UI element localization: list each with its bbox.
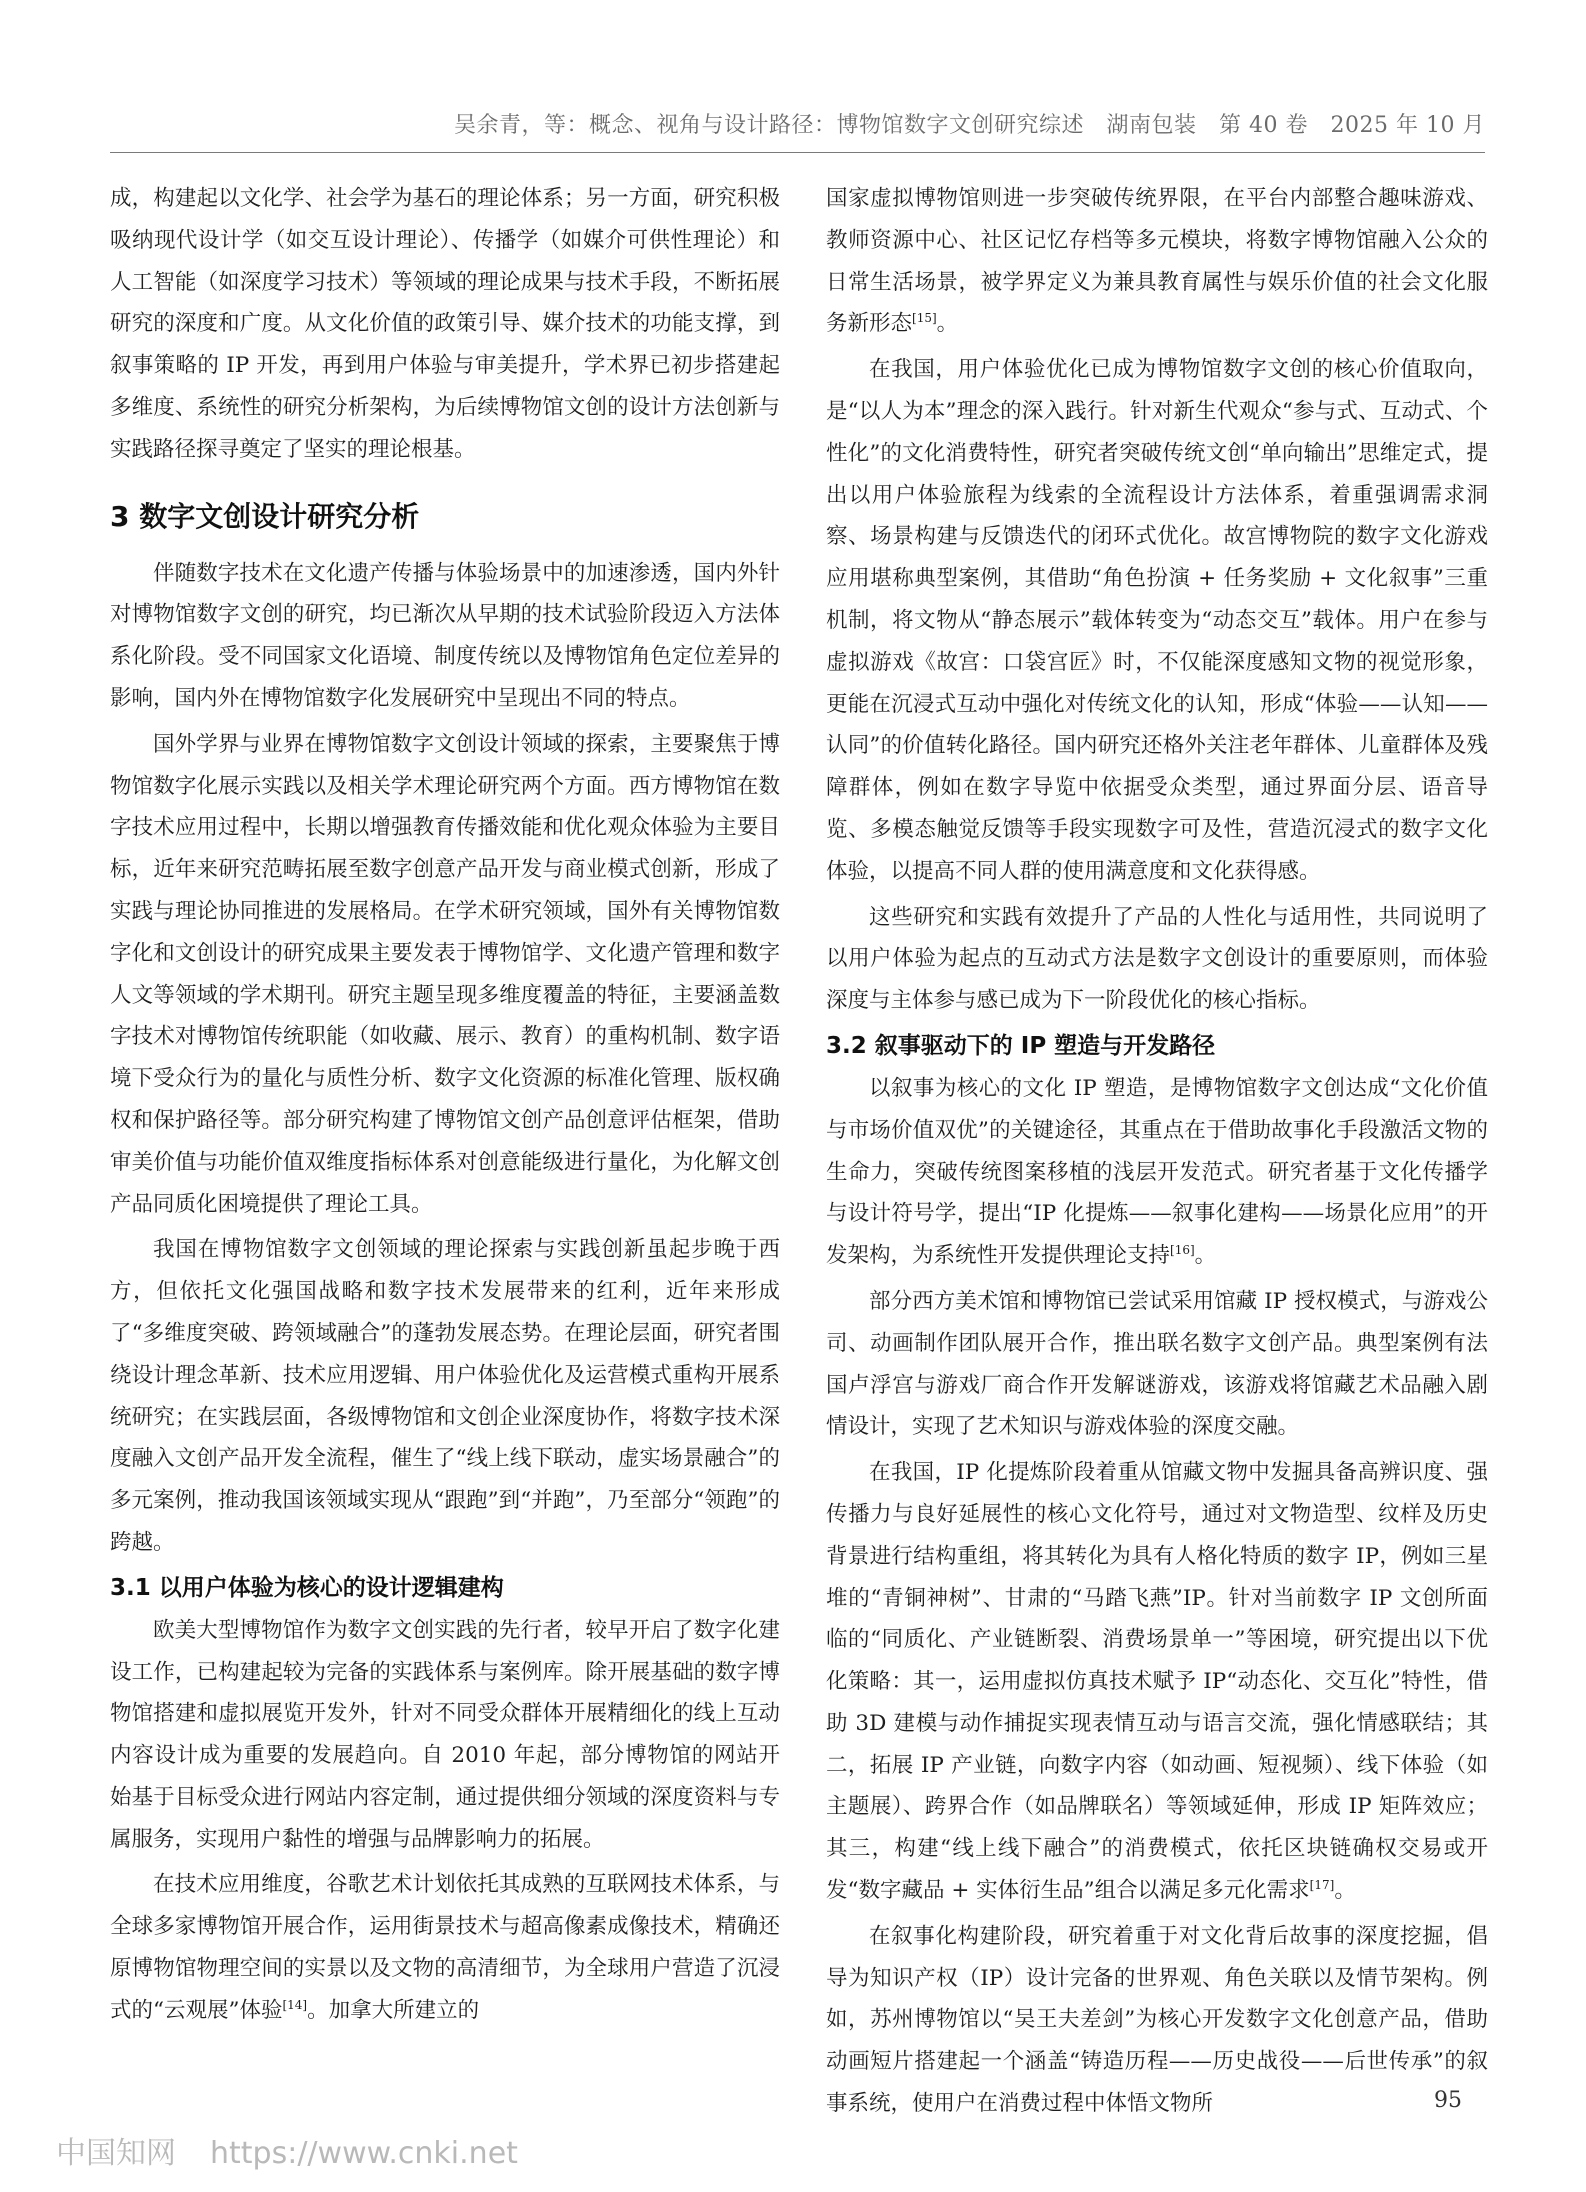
paragraph: 在叙事化构建阶段，研究着重于对文化背后故事的深度挖掘，倡导为知识产权（IP）设计完备的世界观、角色关联以及情节架构。例如，苏州博物馆以“吴王夫差剑”为核心开发数字文化创意产品，借助动画短片搭建起一个涵盖“铸造历程——历史战役——后世传承”的叙事系统，使用户在消费过程中体悟文物所 [826, 1923, 1488, 2117]
watermark [56, 2128, 518, 2172]
right-column [826, 178, 1488, 2129]
watermark-name: 中国知网 [56, 2136, 176, 2171]
subsection-heading: 3.1 以用户体验为核心的设计逻辑建构 [110, 1574, 504, 1601]
paragraph [826, 1068, 1488, 1277]
paragraph-text-tail: 。 [1194, 1243, 1217, 1269]
paragraph-text: 国家虚拟博物馆则进一步突破传统界限，在平台内部整合趣味游戏、教师资源中心、社区记忆存档等多元模块，将数字博物馆融入公众的日常生活场景，被学界定义为兼具教育属性与娱乐价值的社会文化服务新形态 [826, 186, 1488, 337]
citation-ref: [16] [1170, 1242, 1195, 1257]
paragraph: 我国在博物馆数字文创领域的理论探索与实践创新虽起步晚于西方，但依托文化强国战略和数字技术发展带来的红利，近年来形成了“多维度突破、跨领域融合”的蓬勃发展态势。在理论层面，研究者围绕设计理念革新、技术应用逻辑、用户体验优化及运营模式重构开展系统研究；在实践层面，各级博物馆和文创企业深度协作，将数字技术深度融入文创产品开发全流程，催生了“线上线下联动，虚实场景融合”的多元案例，推动我国该领域实现从“跟跑”到“并跑”，乃至部分“领跑”的跨越。 [110, 1237, 780, 1555]
running-header [110, 108, 1485, 153]
paragraph-text-tail: 。加拿大所建立的 [307, 1997, 480, 2023]
section-heading: 3 数字文创设计研究分析 [110, 499, 420, 533]
left-column [110, 178, 780, 2036]
subsection-heading: 3.2 叙事驱动下的 IP 塑造与开发路径 [826, 1032, 1216, 1059]
paragraph-text: 在我国，IP 化提炼阶段着重从馆藏文物中发掘具备高辨识度、强传播力与良好延展性的核心文化符号，通过对文物造型、纹样及历史背景进行结构重组，将其转化为具有人格化特质的数字 IP，例如三星堆的“青铜神树”、甘肃的“马踏飞燕”IP。针对当前数字 IP 文创所面临的“同质化、产业链断裂、消费场景单一”等困境，研究提出以下优化策略：其一，运用虚拟仿真技术赋予 IP“动态化、交互化”特性，借助 3D 建模与动作捕捉实现表情互动与语言交流，强化情感联结；其二，拓展 IP 产业链，向数字内容（如动画、短视频）、线下体验（如主题展）、跨界合作（如品牌联名）等领域延伸，形成 IP 矩阵效应；其三，构建“线上线下融合”的消费模式，依托区块链确权交易或开发“数字藏品 + 实体衍生品”组合以满足多元化需求 [826, 1460, 1488, 1904]
paragraph: 这些研究和实践有效提升了产品的人性化与适用性，共同说明了以用户体验为起点的互动式方法是数字文创设计的重要原则，而体验深度与主体参与感已成为下一阶段优化的核心指标。 [826, 904, 1488, 1014]
paragraph: 伴随数字技术在文化遗产传播与体验场景中的加速渗透，国内外针对博物馆数字文创的研究，均已渐次从早期的技术试验阶段迈入方法体系化阶段。受不同国家文化语境、制度传统以及博物馆角色定位差异的影响，国内外在博物馆数字化发展研究中呈现出不同的特点。 [110, 560, 780, 711]
citation-ref: [15] [912, 311, 937, 326]
paragraph [826, 178, 1488, 345]
paragraph-text-tail: 。 [936, 311, 959, 337]
paragraph-text: 在技术应用维度，谷歌艺术计划依托其成熟的互联网技术体系，与全球多家博物馆开展合作，运用街景技术与超高像素成像技术，精确还原博物馆物理空间的实景以及文物的高清细节，为全球用户营造了沉浸式的“云观展”体验 [110, 1872, 780, 2023]
watermark-url: https://www.cnki.net [210, 2136, 518, 2171]
paragraph-text-tail: 。 [1334, 1878, 1356, 1904]
page-number: 95 [1434, 2088, 1462, 2113]
paragraph [110, 1864, 780, 2031]
paragraph: 国外学界与业界在博物馆数字文创设计领域的探索，主要聚焦于博物馆数字化展示实践以及相关学术理论研究两个方面。西方博物馆在数字技术应用过程中，长期以增强教育传播效能和优化观众体验为主要目标，近年来研究范畴拓展至数字创意产品开发与商业模式创新，形成了实践与理论协同推进的发展格局。在学术研究领域，国外有关博物馆数字化和文创设计的研究成果主要发表于博物馆学、文化遗产管理和数字人文等领域的学术期刊。研究主题呈现多维度覆盖的特征，主要涵盖数字技术对博物馆传统职能（如收藏、展示、教育）的重构机制、数字语境下受众行为的量化与质性分析、数字文化资源的标准化管理、版权确权和保护路径等。部分研究构建了博物馆文创产品创意评估框架，借助审美价值与功能价值双维度指标体系对创意能级进行量化，为化解文创产品同质化困境提供了理论工具。 [110, 731, 780, 1217]
paragraph: 成，构建起以文化学、社会学为基石的理论体系；另一方面，研究积极吸纳现代设计学（如交互设计理论）、传播学（如媒介可供性理论）和人工智能（如深度学习技术）等领域的理论成果与技术手段，不断拓展研究的深度和广度。从文化价值的政策引导、媒介技术的功能支撑，到叙事策略的 IP 开发，再到用户体验与审美提升，学术界已初步搭建起多维度、系统性的研究分析架构，为后续博物馆文创的设计方法创新与实践路径探寻奠定了坚实的理论根基。 [110, 186, 780, 462]
citation-ref: [14] [282, 1997, 308, 2012]
paragraph: 欧美大型博物馆作为数字文创实践的先行者，较早开启了数字化建设工作，已构建起较为完备的实践体系与案例库。除开展基础的数字博物馆搭建和虚拟展览开发外，针对不同受众群体开展精细化的线上互动内容设计成为重要的发展趋向。自 2010 年起，部分博物馆的网站开始基于目标受众进行网站内容定制，通过提供细分领域的深度资料与专属服务，实现用户黏性的增强与品牌影响力的拓展。 [110, 1617, 780, 1852]
running-title: 吴余青，等：概念、视角与设计路径：博物馆数字文创研究综述 湖南包装 第 40 卷 2025 年 10 月 [454, 113, 1485, 138]
citation-ref: [17] [1309, 1877, 1335, 1892]
paragraph: 部分西方美术馆和博物馆已尝试采用馆藏 IP 授权模式，与游戏公司、动画制作团队展开合作，推出联名数字文创产品。典型案例有法国卢浮宫与游戏厂商合作开发解谜游戏，该游戏将馆藏艺术品融入剧情设计，实现了艺术知识与游戏体验的深度交融。 [826, 1288, 1488, 1440]
paragraph-text: 以叙事为核心的文化 IP 塑造，是博物馆数字文创达成“文化价值与市场价值双优”的关键途径，其重点在于借助故事化手段激活文物的生命力，突破传统图案移植的浅层开发范式。研究者基于文化传播学与设计符号学，提出“IP 化提炼——叙事化建构——场景化应用”的开发架构，为系统性开发提供理论支持 [826, 1075, 1488, 1269]
paragraph [826, 1452, 1488, 1912]
paragraph: 在我国，用户体验优化已成为博物馆数字文创的核心价值取向，是“以人为本”理念的深入践行。针对新生代观众“参与式、互动式、个性化”的文化消费特性，研究者突破传统文创“单向输出”思维定式，提出以用户体验旅程为线索的全流程设计方法体系，着重强调需求洞察、场景构建与反馈迭代的闭环式优化。故宫博物院的数字文化游戏应用堪称典型案例，其借助“角色扮演 + 任务奖励 + 文化叙事”三重机制，将文物从“静态展示”载体转变为“动态交互”载体。用户在参与虚拟游戏《故宫：口袋宫匠》时，不仅能深度感知文物的视觉形象，更能在沉浸式互动中强化对传统文化的认知，形成“体验——认知——认同”的价值转化路径。国内研究还格外关注老年群体、儿童群体及残障群体，例如在数字导览中依据受众类型，通过界面分层、语音导览、多模态触觉反馈等手段实现数字可及性，营造沉浸式的数字文化体验，以提高不同人群的使用满意度和文化获得感。 [826, 357, 1488, 884]
